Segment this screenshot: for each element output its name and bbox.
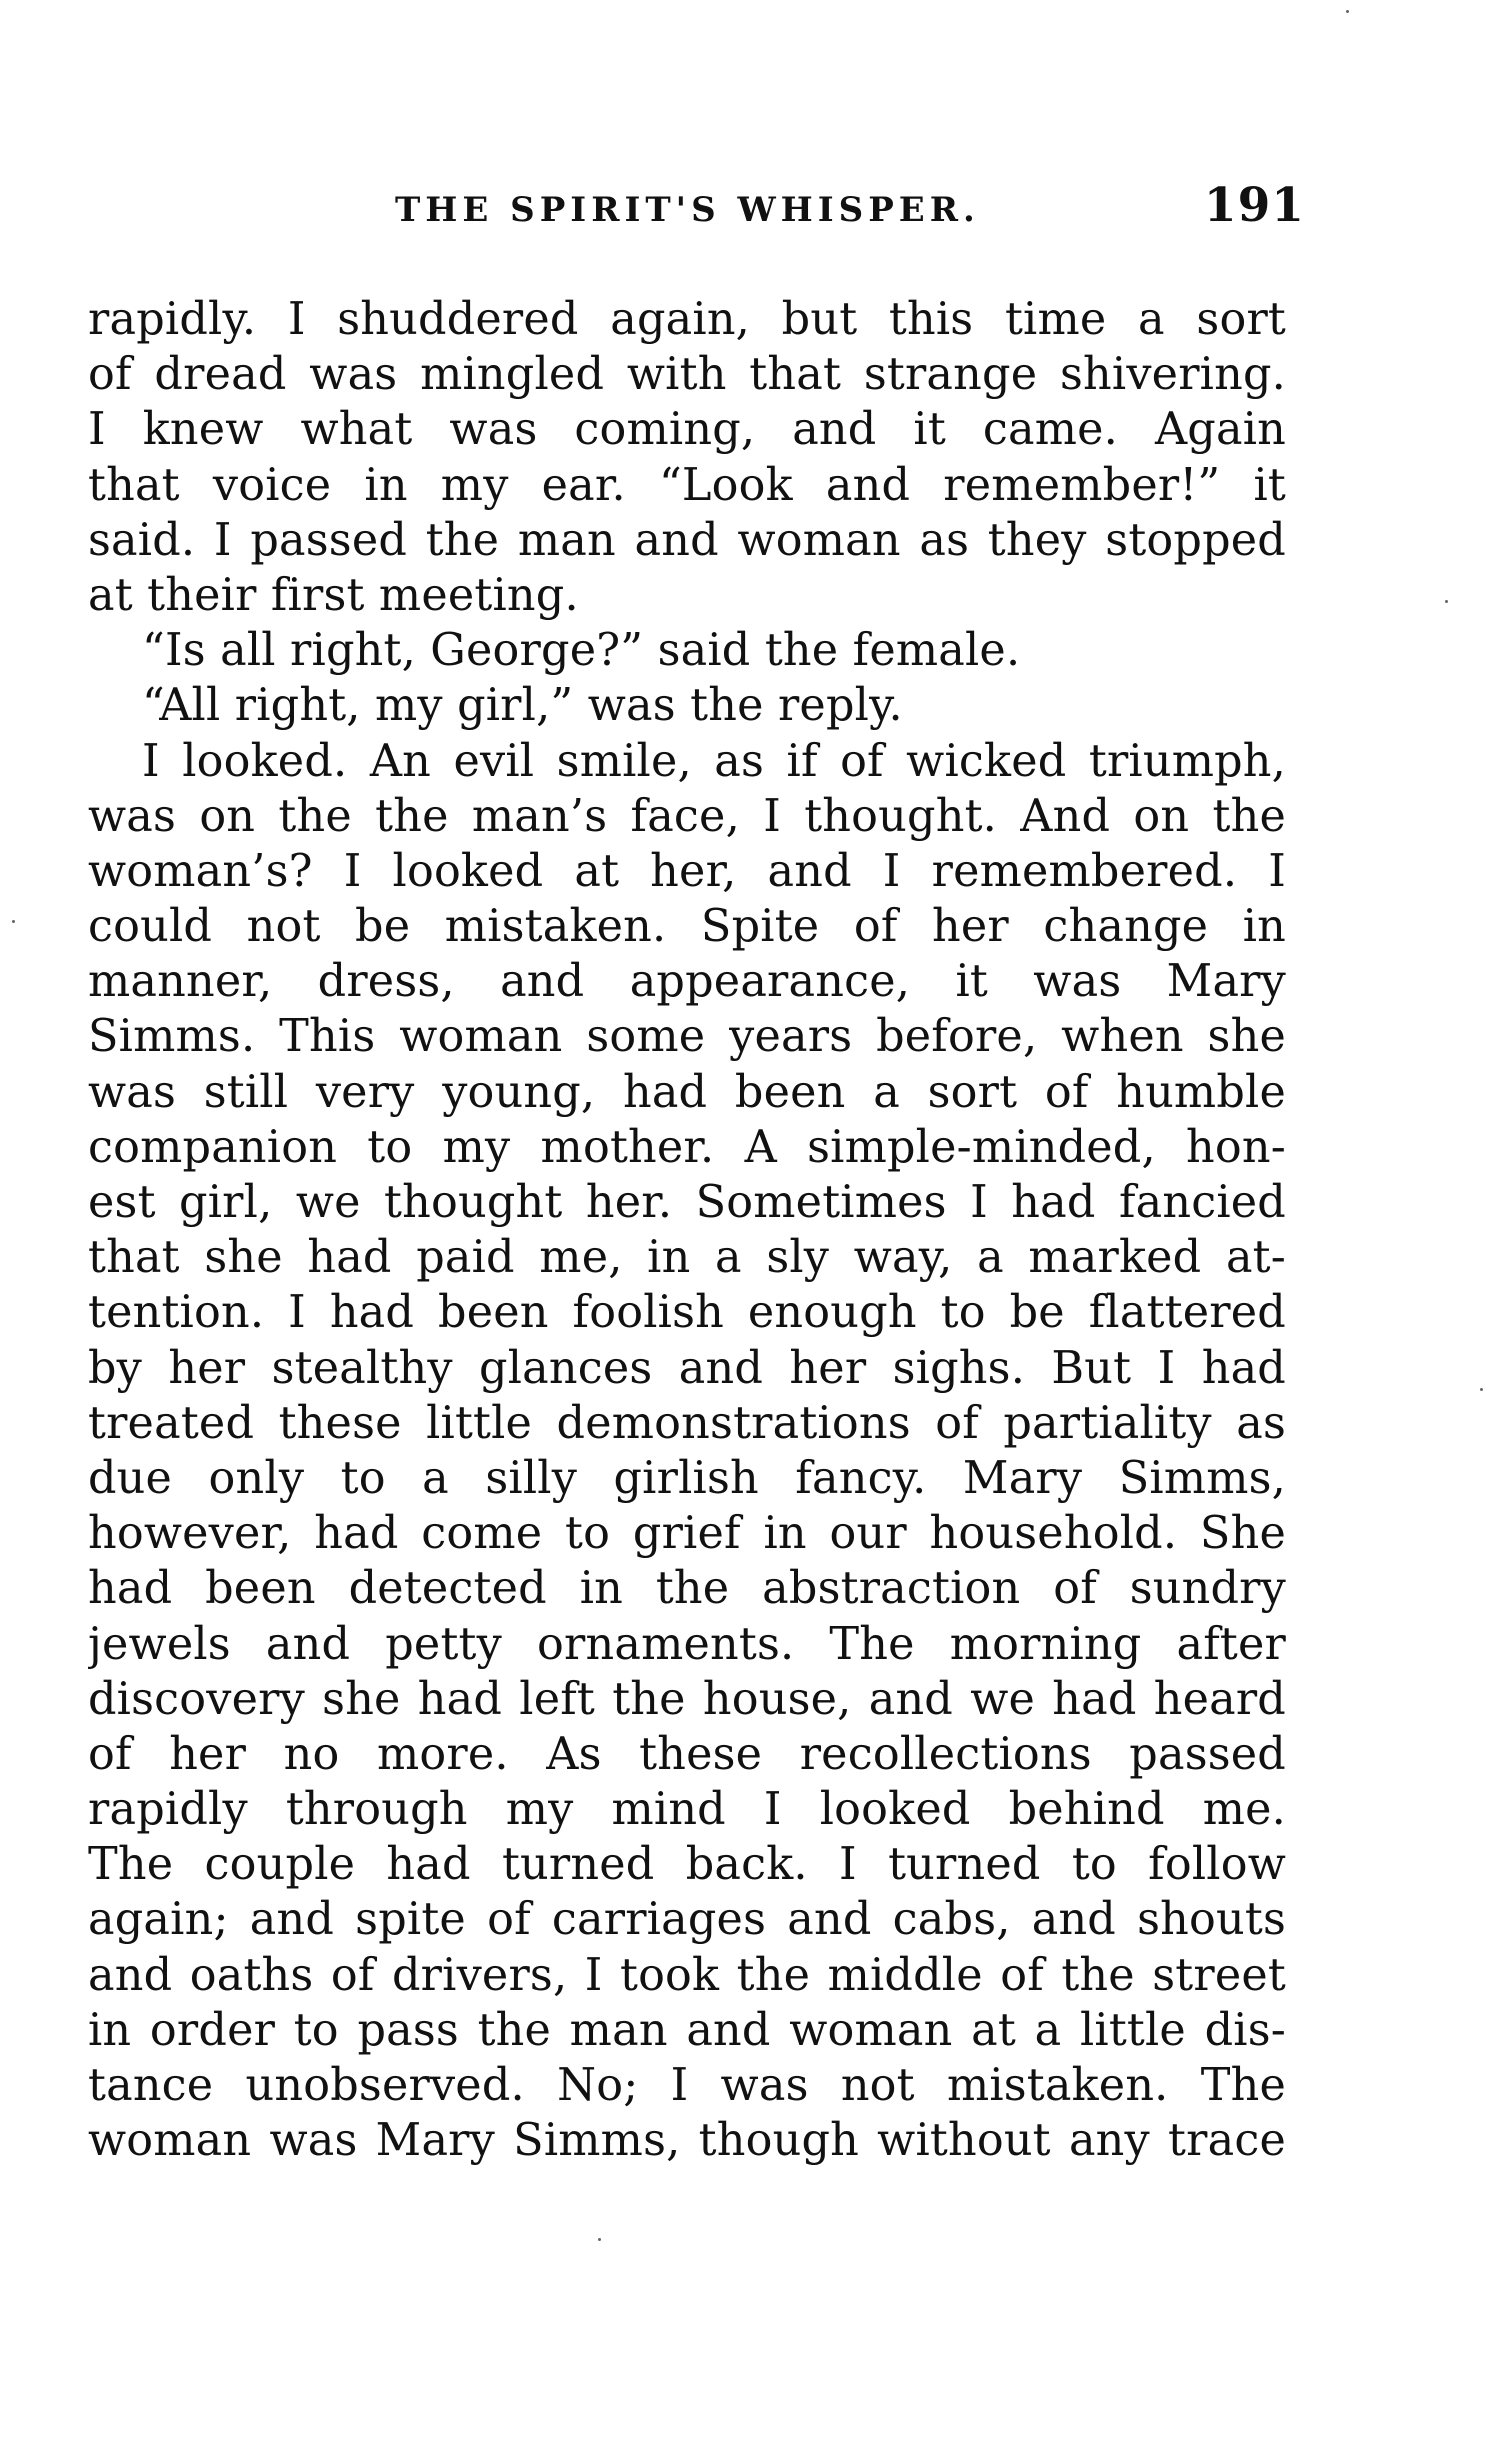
text-line: in order to pass the man and woman at a little dis- bbox=[88, 2004, 1286, 2056]
text-line: however, had come to grief in our household. She bbox=[88, 1508, 1286, 1560]
text-line: rapidly through my mind I looked behind me. bbox=[88, 1784, 1286, 1836]
text-line: woman was Mary Simms, though without any trace bbox=[88, 2115, 1286, 2167]
text-line: and oaths of drivers, I took the middle of the street bbox=[88, 1949, 1286, 2001]
text-line: “All right, my girl,” was the reply. bbox=[142, 680, 903, 732]
text-line: had been detected in the abstraction of sundry bbox=[88, 1563, 1286, 1615]
text-line: rapidly. I shuddered again, but this time a sort bbox=[88, 294, 1286, 345]
text-line: at their first meeting. bbox=[88, 569, 579, 621]
text-line: tention. I had been foolish enough to be flattered bbox=[88, 1287, 1286, 1339]
text-line: est girl, we thought her. Sometimes I had fancied bbox=[88, 1177, 1286, 1228]
text-line: of dread was mingled with that strange shivering. bbox=[88, 349, 1286, 401]
text-line: was still very young, had been a sort of humble bbox=[88, 1066, 1286, 1118]
text-line: treated these little demonstrations of partiality as bbox=[88, 1397, 1286, 1449]
text-line: discovery she had left the house, and we had heard bbox=[88, 1673, 1286, 1725]
text-line: again; and spite of carriages and cabs, and shouts bbox=[88, 1894, 1286, 1946]
text-line: could not be mistaken. Spite of her change in bbox=[88, 901, 1286, 953]
text-line: by her stealthy glances and her sighs. But I had bbox=[88, 1342, 1286, 1394]
page-number: 191 bbox=[1203, 178, 1305, 233]
text-line: of her no more. As these recollections passed bbox=[88, 1728, 1286, 1780]
text-line: that she had paid me, in a sly way, a marked at- bbox=[88, 1232, 1286, 1284]
text-line: companion to my mother. A simple-minded, hon- bbox=[88, 1121, 1286, 1173]
text-line: The couple had turned back. I turned to follow bbox=[88, 1839, 1286, 1891]
text-line: due only to a silly girlish fancy. Mary Simms, bbox=[88, 1452, 1286, 1504]
text-line: said. I passed the man and woman as they stopped bbox=[88, 514, 1286, 566]
text-line: jewels and petty ornaments. The morning after bbox=[88, 1618, 1286, 1670]
text-line: that voice in my ear. “Look and remember!” it bbox=[88, 459, 1286, 511]
print-speck bbox=[12, 920, 15, 923]
running-title: THE SPIRIT'S WHISPER. bbox=[395, 190, 980, 230]
print-speck bbox=[1445, 600, 1448, 603]
print-speck bbox=[1480, 1388, 1483, 1391]
body-text bbox=[88, 292, 1286, 2168]
print-speck bbox=[598, 2238, 601, 2241]
text-line: woman’s? I looked at her, and I remembered. I bbox=[88, 845, 1286, 897]
text-line: manner, dress, and appearance, it was Mary bbox=[88, 956, 1286, 1008]
text-line: Simms. This woman some years before, when she bbox=[88, 1011, 1286, 1063]
running-head bbox=[395, 178, 1305, 248]
text-line: “Is all right, George?” said the female. bbox=[142, 625, 1021, 677]
text-line: I knew what was coming, and it came. Again bbox=[88, 404, 1286, 456]
print-speck bbox=[1346, 10, 1349, 13]
text-line: I looked. An evil smile, as if of wicked triumph, bbox=[142, 735, 1286, 787]
text-line: tance unobserved. No; I was not mistaken. The bbox=[88, 2060, 1286, 2111]
text-line: was on the the man’s face, I thought. And on the bbox=[88, 790, 1286, 842]
